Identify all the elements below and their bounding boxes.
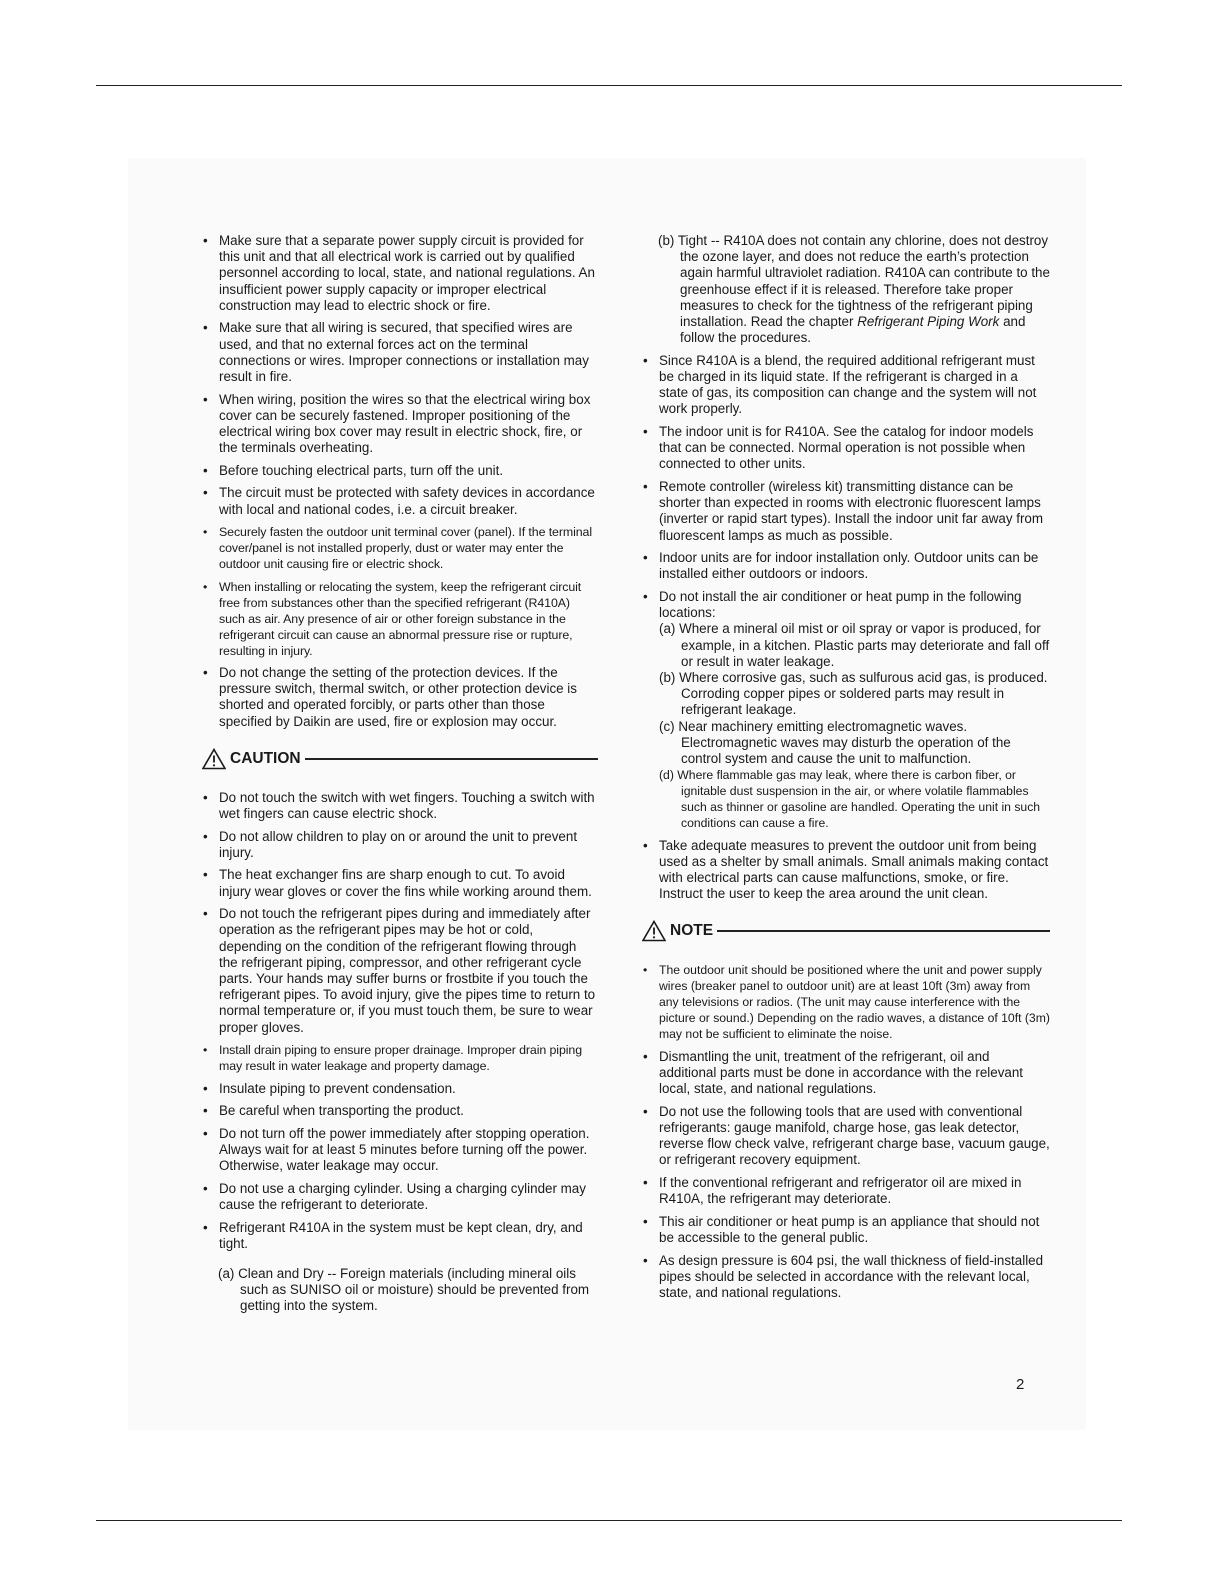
note-rule [717, 930, 1050, 932]
caution-heading [202, 748, 598, 770]
list-item: • The outdoor unit should be positioned where the unit and power supply wires (breaker panel to outdoor unit) are at least 10ft (3m) away from any televisions or radios. (The unit may cause interference with the picture or sound.) Depending on the radio waves, a distance of 10ft (3m) may not be sufficient to eliminate the noise. [642, 962, 1050, 1042]
warning-triangle-icon [642, 920, 666, 942]
chapter-reference: Refrigerant Piping Work [857, 314, 1000, 330]
list-item: • Make sure that all wiring is secured, that specified wires are used, and that no external forces act on the terminal connections or wires. Improper connections or installation may result in fire. [202, 320, 598, 385]
page-number: 2 [1016, 1376, 1025, 1393]
list-item: • Remote controller (wireless kit) transmitting distance can be shorter than expected in rooms with electronic fluorescent lamps (inverter or rapid start types). Install the indoor unit far away from fluorescent lamps as much as possible. [642, 479, 1050, 544]
list-item: • The heat exchanger fins are sharp enough to cut. To avoid injury wear gloves or cover the fins while working around them. [202, 867, 598, 899]
list-item: • If the conventional refrigerant and refrigerator oil are mixed in R410A, the refrigerant may deteriorate. [642, 1175, 1050, 1207]
location-item: (b) Where corrosive gas, such as sulfurous acid gas, is produced. Corroding copper pipes or soldered parts may result in refrigerant leakage. [659, 670, 1048, 718]
location-item: (c) Near machinery emitting electromagnetic waves. Electromagnetic waves may disturb the operation of the control system and cause the unit to malfunction. [659, 718, 1011, 767]
list-item: • Refrigerant R410A in the system must be kept clean, dry, and tight. [202, 1220, 598, 1252]
list-item: • Securely fasten the outdoor unit terminal cover (panel). If the terminal cover/panel is not installed properly, dust or water may enter the outdoor unit causing fire or electric shock. [202, 524, 598, 572]
list-item [642, 589, 1050, 831]
list-item: • When wiring, position the wires so that the electrical wiring box cover can be securely fastened. Improper positioning of the electrical wiring box cover may result in electric shock, fire, or the terminals overheating. [202, 392, 598, 457]
caution-title: CAUTION [230, 749, 301, 767]
list-item: • When installing or relocating the system, keep the refrigerant circuit free from substances other than the specified refrigerant (R410A) such as air. Any presence of air or other foreign substance in the refrigerant circuit can cause an abnormal pressure rise or rupture, resulting in injury. [202, 579, 598, 659]
list-item: • Before touching electrical parts, turn off the unit. [202, 463, 598, 479]
safety-list [202, 233, 598, 730]
list-item: • Do not use a charging cylinder. Using a charging cylinder may cause the refrigerant to deteriorate. [202, 1181, 598, 1213]
locations-intro: Do not install the air conditioner or heat pump in the following locations: [659, 589, 1022, 621]
list-item: • Install drain piping to ensure proper drainage. Improper drain piping may result in water leakage and property damage. [202, 1042, 598, 1074]
footer-rule [96, 1520, 1122, 1521]
list-item: • Do not allow children to play on or around the unit to prevent injury. [202, 829, 598, 861]
note-list [642, 962, 1050, 1301]
sub-item-tight [642, 233, 1050, 346]
list-item: • Do not use the following tools that are used with conventional refrigerants: gauge manifold, charge hose, gas leak detector, reverse flow check valve, refrigerant charge base, vacuum gauge, or refrigerant recovery equipment. [642, 1104, 1050, 1169]
list-item: • Do not touch the refrigerant pipes during and immediately after operation as the refrigerant pipes may be hot or cold, depending on the condition of the refrigerant flowing through the refrigerant piping, compressor, and other refrigerant cycle parts. Your hands may suffer burns or frostbite if you touch the refrigerant pipes. To avoid injury, give the pipes time to return to normal temperature or, if you must touch them, be sure to wear proper gloves. [202, 906, 598, 1036]
list-item: • Do not touch the switch with wet fingers. Touching a switch with wet fingers can cause electric shock. [202, 790, 598, 822]
list-item: • Make sure that a separate power supply circuit is provided for this unit and that all electrical work is carried out by qualified personnel according to local, state, and national regulations. An insufficient power supply capacity or improper electrical construction may lead to electric shock or fire. [202, 233, 598, 314]
list-item: • Dismantling the unit, treatment of the refrigerant, oil and additional parts must be done in accordance with the relevant local, state, and national regulations. [642, 1049, 1050, 1098]
list-item: • The indoor unit is for R410A. See the catalog for indoor models that can be connected. Normal operation is not possible when connected to other units. [642, 424, 1050, 473]
list-item: • Insulate piping to prevent condensation. [202, 1081, 598, 1097]
warning-triangle-icon [202, 748, 226, 770]
list-item: • This air conditioner or heat pump is an appliance that should not be accessible to the general public. [642, 1214, 1050, 1246]
note-heading [642, 920, 1050, 942]
list-item: • Take adequate measures to prevent the outdoor unit from being used as a shelter by small animals. Small animals making contact with electrical parts can cause malfunctions, smoke, or fire. Instruct the user to keep the area around the unit clean. [642, 838, 1050, 903]
sub-item-tight-tail: and follow the procedures. [680, 314, 1026, 346]
list-item: • Do not change the setting of the protection devices. If the pressure switch, thermal switch, or other protection device is shorted and operated forcibly, or parts other than those specified by Daikin are used, fire or explosion may occur. [202, 665, 598, 730]
right-column [642, 233, 1050, 1308]
sub-item-clean-dry: (a) Clean and Dry -- Foreign materials (including mineral oils such as SUNISO oil or moisture) should be prevented from getting into the system. [218, 1265, 590, 1314]
caution-list [202, 790, 598, 1252]
caution-rule [305, 758, 598, 760]
note-title: NOTE [670, 922, 714, 940]
list-item: • Be careful when transporting the product. [202, 1103, 598, 1119]
list-item: • Indoor units are for indoor installation only. Outdoor units can be installed either outdoors or indoors. [642, 550, 1050, 582]
list-item: • Do not turn off the power immediately after stopping operation. Always wait for at least 5 minutes before turning off the power. Otherwise, water leakage may occur. [202, 1126, 598, 1175]
refrigerant-list [642, 353, 1050, 903]
left-column [202, 233, 598, 1315]
list-item: • Since R410A is a blend, the required additional refrigerant must be charged in its liquid state. If the refrigerant is charged in a state of gas, its composition can change and the system will not work properly. [642, 353, 1050, 418]
list-item: • As design pressure is 604 psi, the wall thickness of field-installed pipes should be selected in accordance with the relevant local, state, and national regulations. [642, 1253, 1050, 1302]
header-rule [96, 85, 1122, 86]
list-item: • The circuit must be protected with safety devices in accordance with local and national codes, i.e. a circuit breaker. [202, 485, 598, 517]
location-item: (d) Where flammable gas may leak, where there is carbon fiber, or ignitable dust suspension in the air, or where volatile flammables such as thinner or gasoline are handled. Operating the unit in such conditions can cause a fire. [659, 768, 1041, 831]
location-item: (a) Where a mineral oil mist or oil spray or vapor is produced, for example, in a kitchen. Plastic parts may deteriorate and fall off or result in water leakage. [659, 621, 1050, 669]
sub-item-tight-text: (b) Tight -- R410A does not contain any chlorine, does not destroy the ozone layer, and does not reduce the earth’s protection again harmful ultraviolet radiation. R410A can contribute to the greenhouse effect if it is released. Therefore take proper measures to check for the tightness of the refrigerant piping installation. Read the chapter [658, 233, 1050, 330]
